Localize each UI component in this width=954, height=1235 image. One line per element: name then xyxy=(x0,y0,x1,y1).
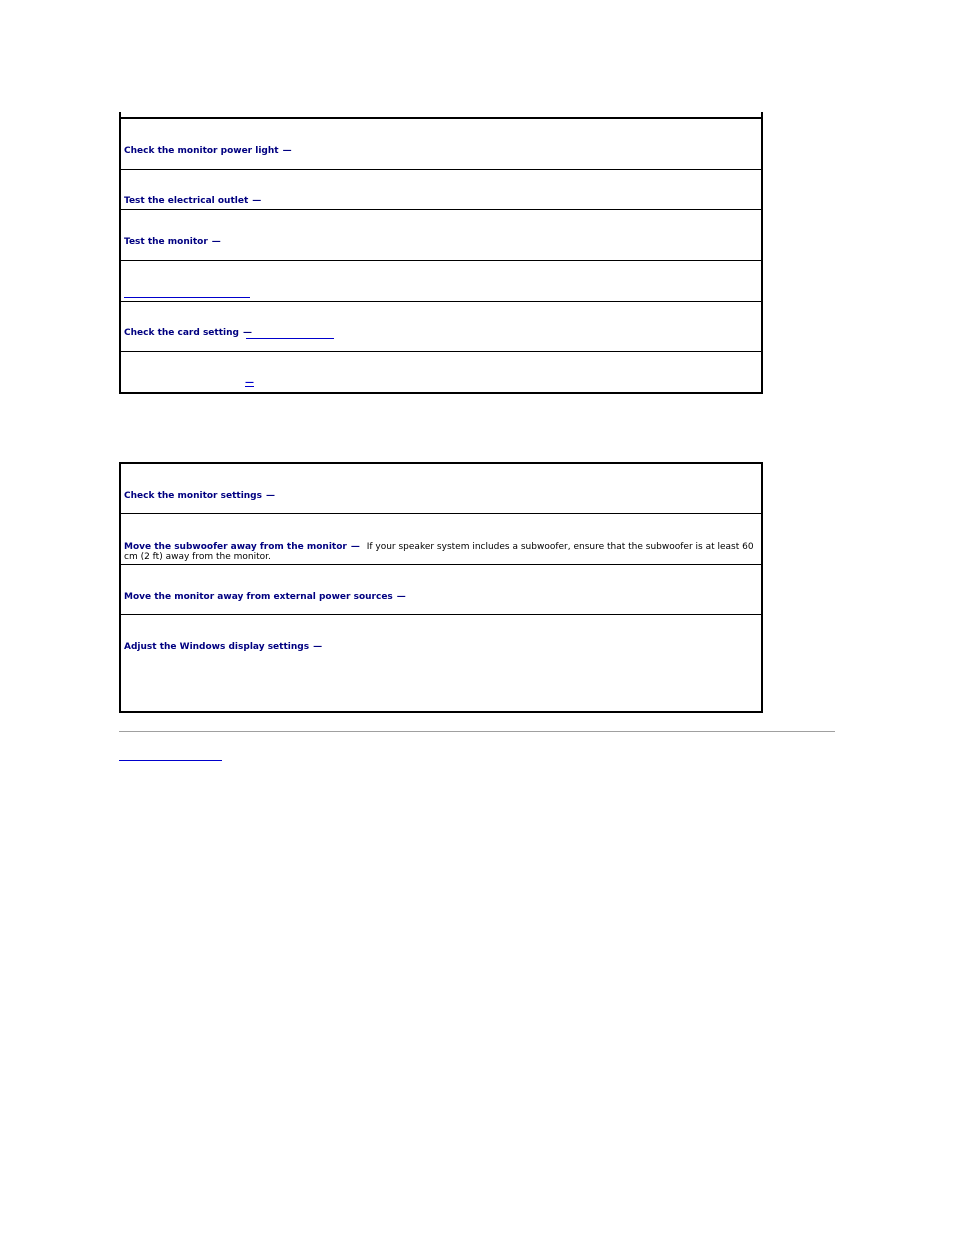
link-underline[interactable] xyxy=(246,338,334,339)
table-row-cut-top xyxy=(121,112,761,119)
troubleshooting-table-1 xyxy=(119,112,763,394)
row-dash: — xyxy=(242,328,252,338)
table-row xyxy=(121,514,761,565)
table-row xyxy=(121,615,761,713)
row-content xyxy=(124,146,755,156)
table-row xyxy=(121,565,761,615)
table-row xyxy=(121,352,761,392)
row-dash: — xyxy=(282,146,292,156)
row-content xyxy=(124,592,755,602)
table-row xyxy=(121,119,761,170)
row-content xyxy=(245,378,755,388)
table-row xyxy=(121,302,761,352)
row-label: Check the monitor settings xyxy=(124,491,262,501)
row-dash: — xyxy=(313,642,323,652)
row-label: Adjust the Windows display settings xyxy=(124,642,310,652)
troubleshooting-table-2 xyxy=(119,462,763,713)
row-dash: — xyxy=(211,237,221,247)
row-label: Check the card setting xyxy=(124,328,239,338)
back-link-underline[interactable] xyxy=(119,760,222,761)
table-row xyxy=(121,170,761,210)
row-dash-link[interactable]: — xyxy=(245,378,254,388)
row-dash: — xyxy=(350,542,360,552)
row-label: Check the monitor power light xyxy=(124,146,279,156)
row-description: If your speaker system includes a subwoofer, ensure that the subwoofer is at least 60 cm (2 ft) away from the monitor. xyxy=(124,542,754,562)
row-dash: — xyxy=(396,592,406,602)
row-label: Test the electrical outlet xyxy=(124,196,249,206)
row-dash: — xyxy=(252,196,262,206)
horizontal-rule xyxy=(119,731,835,732)
row-content xyxy=(124,542,755,562)
row-label: Move the subwoofer away from the monitor xyxy=(124,542,347,552)
row-content xyxy=(124,491,755,501)
row-content xyxy=(124,328,755,338)
row-dash: — xyxy=(265,491,275,501)
row-content xyxy=(124,642,755,652)
row-label: Move the monitor away from external power sources xyxy=(124,592,393,602)
table-row xyxy=(121,210,761,261)
row-label: Test the monitor xyxy=(124,237,208,247)
link-underline[interactable] xyxy=(124,297,250,298)
row-content xyxy=(124,196,755,206)
row-content xyxy=(124,237,755,247)
table-row xyxy=(121,261,761,302)
table-row xyxy=(121,464,761,514)
